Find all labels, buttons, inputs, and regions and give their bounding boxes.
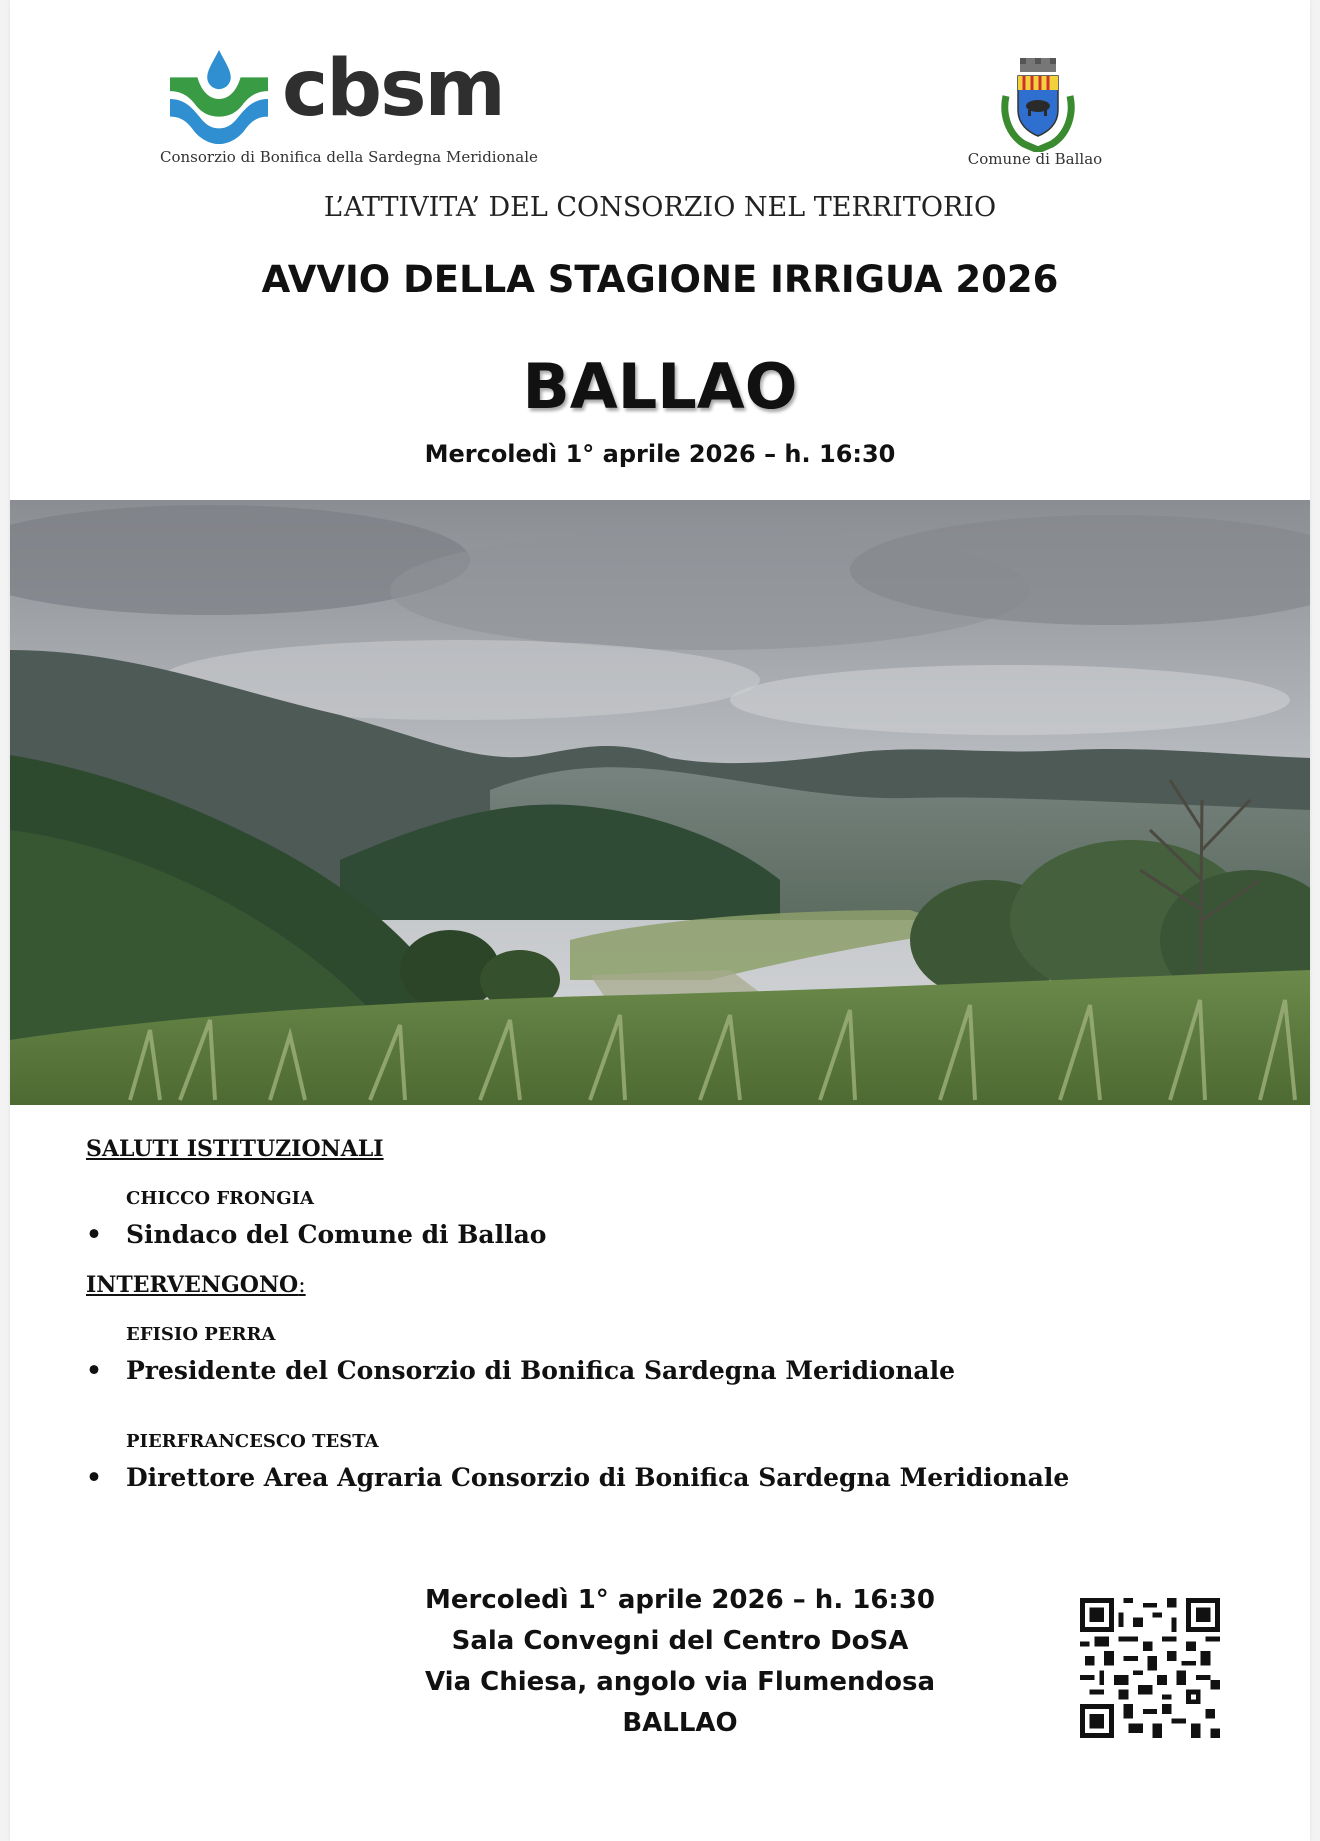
event-date: Mercoledì 1° aprile 2026 – h. 16:30 (424, 440, 896, 468)
speaker-2-role: • Presidente del Consorzio di Bonifica Sardegna Meridionale (86, 1356, 956, 1385)
venue-hall: Sala Convegni del Centro DoSA (451, 1626, 909, 1656)
speaker-1-name: CHICCO FRONGIA (126, 1188, 314, 1209)
city-title: BALLAO (522, 350, 798, 423)
speaker-2-name: EFISIO PERRA (126, 1324, 276, 1345)
greetings-heading: SALUTI ISTITUZIONALI (86, 1136, 384, 1162)
crest-icon (1000, 56, 1076, 152)
cbsm-full-name: Consorzio di Bonifica della Sardegna Meridionale (160, 148, 538, 166)
comune-name: Comune di Ballao (967, 150, 1103, 168)
bullet: • (86, 1220, 102, 1249)
bullet: • (86, 1356, 102, 1385)
qr-code[interactable] (1080, 1598, 1220, 1738)
overline: L’ATTIVITA’ DEL CONSORZIO NEL TERRITORIO (323, 192, 997, 223)
venue-address: Via Chiesa, angolo via Flumendosa (425, 1667, 935, 1697)
cbsm-water-icon (170, 48, 268, 146)
poster-page (10, 0, 1310, 1841)
cbsm-logo (160, 44, 540, 166)
speaker-1-role: • Sindaco del Comune di Ballao (86, 1220, 547, 1249)
bullet: • (86, 1463, 102, 1492)
landscape-photo (10, 500, 1310, 1105)
event-title: AVVIO DELLA STAGIONE IRRIGUA 2026 (261, 258, 1059, 301)
speaker-3-name: PIERFRANCESCO TESTA (126, 1431, 379, 1452)
venue-info (350, 1580, 1010, 1744)
comune-logo (955, 56, 1115, 176)
venue-date: Mercoledì 1° aprile 2026 – h. 16:30 (424, 1585, 936, 1615)
speaker-3-role: • Direttore Area Agraria Consorzio di Bonifica Sardegna Meridionale (86, 1463, 1070, 1492)
cbsm-wordmark: cbsm (282, 44, 504, 134)
speakers-heading: INTERVENGONO: (86, 1272, 306, 1298)
venue-town: BALLAO (622, 1708, 738, 1738)
